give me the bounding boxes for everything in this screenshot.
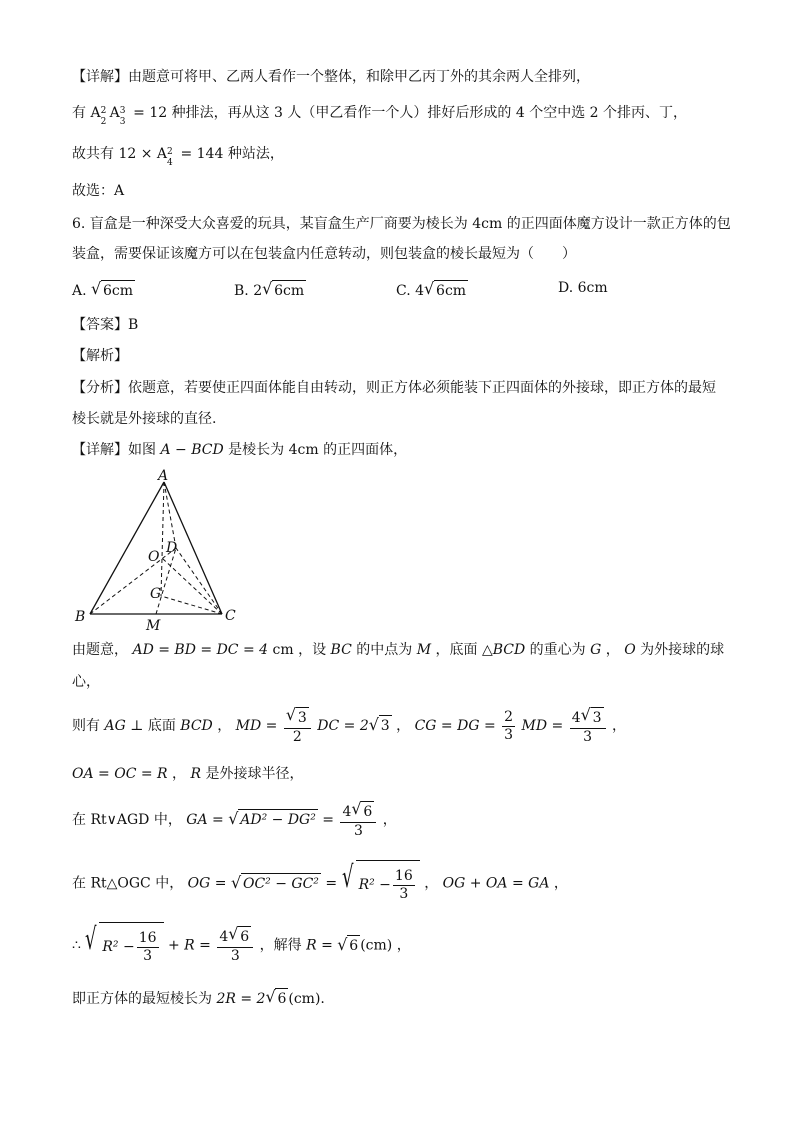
radicand: 3 [296, 707, 309, 728]
text-fragment: ⊥ 底面 [130, 718, 176, 734]
radicand: 6 [275, 988, 288, 1009]
radicand: 6cm [272, 280, 306, 301]
denominator: 3 [143, 947, 153, 964]
fraction: √ 3 2 [284, 707, 311, 746]
label-B: B [75, 609, 86, 625]
math-symbol: A [109, 105, 120, 121]
radicand: 6 [347, 935, 360, 956]
option-label: B. [234, 283, 249, 299]
math-expr: AD = BD = DC = 4 [132, 642, 269, 658]
numerator: 16 [394, 867, 413, 884]
math-expr: MD = [235, 718, 278, 734]
text-fragment: 则有 [72, 718, 100, 734]
denominator: 3 [230, 948, 240, 964]
fraction: 4 √ 3 3 [570, 707, 606, 746]
text-fragment: ，底面 [435, 642, 478, 658]
math-expr: GA = [186, 812, 224, 828]
text-fragment: ， [396, 718, 411, 734]
tetrahedron-figure [70, 468, 250, 633]
label-D: D [166, 540, 178, 556]
radicand: 6 [361, 801, 374, 822]
text-fragment: 即正方体的最短棱长为 [72, 991, 212, 1007]
radicand: 3 [379, 715, 392, 736]
option-a [72, 280, 135, 301]
coefficient: 2 [253, 283, 263, 299]
math-unit: cm [272, 642, 294, 658]
text-fragment: 在 [72, 875, 86, 892]
solution-line-8 [72, 988, 325, 1009]
math-subsup [119, 103, 129, 127]
detail-line-1: 【详解】由题意可将甲、乙两人看作一个整体，和除甲乙丙丁外的其余两人全排列， [72, 69, 590, 85]
text-fragment: = [325, 875, 338, 892]
solution-line-3 [72, 706, 626, 746]
fraction [502, 709, 515, 744]
text-fragment: 的重心为 [529, 642, 586, 658]
sqrt: √ OC² − GC² [230, 872, 319, 892]
radicand: OC² − GC² [241, 873, 321, 894]
text-fragment: 由题意， [72, 642, 128, 658]
edge-BD [90, 548, 176, 614]
denominator: 3 [353, 822, 363, 839]
label-A: A [158, 468, 169, 484]
solution-line-1 [72, 640, 724, 660]
numerator: 16 [138, 929, 157, 946]
sqrt: √ R² − $\frac{16}{3}$ [85, 922, 163, 969]
text-fragment: ， [553, 875, 568, 892]
label-O: O [148, 549, 160, 565]
question-6-line-2: 装盒，需要保证该魔方可以在包装盒内任意转动，则包装盒的棱长最短为（ ） [72, 246, 576, 262]
math-expr: 12 × A [118, 146, 168, 162]
math-expr: A − BCD [160, 442, 224, 458]
radicand: 6 [238, 926, 251, 947]
radicand: R² − [358, 877, 391, 893]
math-expr: AG [104, 718, 126, 734]
label-C: C [225, 608, 236, 624]
math-expr: OA = OC = R [72, 766, 168, 782]
math-expr: Rt∨AGD [90, 812, 150, 828]
math-expr: 2R = 2 [216, 991, 266, 1007]
math-expr: Rt△OGC [90, 875, 151, 892]
option-d: D. 6cm [558, 280, 608, 296]
denominator: 3 [399, 885, 409, 902]
math-expr: R [190, 766, 202, 782]
math-expr: M [416, 642, 432, 658]
segment-AG [161, 482, 164, 596]
solution-line-2: 心， [72, 674, 100, 690]
label-G: G [150, 586, 162, 602]
math-expr: BC [330, 642, 352, 658]
coefficient: 4 [342, 803, 352, 820]
radicand: 6cm [101, 280, 135, 301]
detail-line-2 [72, 103, 688, 127]
analysis-heading: 【解析】 [72, 348, 128, 364]
math-permutation [90, 105, 133, 127]
text-fragment: 中， [155, 875, 184, 892]
text-fragment: ，设 [298, 642, 327, 658]
text-fragment: 故共有 [72, 146, 114, 162]
text-fragment: ， [424, 875, 439, 892]
sqrt: √ 6 [337, 934, 359, 954]
label-M: M [146, 618, 161, 633]
fraction: 4 √ 6 3 [340, 801, 376, 840]
math-expr: + R = [168, 937, 211, 954]
math-expr: G [590, 642, 602, 658]
coefficient: 4 [219, 929, 229, 945]
text-fragment: 种站法， [227, 146, 284, 162]
segment-CG [161, 596, 222, 614]
math-expr: O [624, 642, 636, 658]
solution-line-4 [72, 764, 304, 784]
radicand: 3 [591, 707, 604, 728]
option-c [396, 280, 468, 301]
edge-CD [176, 548, 222, 614]
text-fragment: 有 [72, 105, 86, 121]
text-fragment: ， [382, 812, 397, 828]
option-label: A. [72, 283, 87, 299]
text-fragment: 在 [72, 812, 86, 828]
math-expr: DC = 2 [317, 718, 369, 734]
radicand: 6cm [434, 280, 468, 301]
fraction [393, 868, 415, 903]
text-fragment: 中， [153, 812, 182, 828]
text-fragment: ， [605, 642, 620, 658]
math-expr: R = [306, 937, 333, 954]
fraction [137, 930, 159, 965]
text-fragment: 种排法，再从这 3 人（甲乙看作一个人）排好后形成的 4 个空中选 2 个排丙、丁， [171, 105, 688, 121]
solution-line-5 [72, 800, 397, 840]
detail-2-line [72, 440, 407, 460]
math-sup: 2 [167, 147, 173, 157]
radicand: R² − [102, 939, 135, 955]
answer-line: 【答案】B [72, 317, 139, 333]
text-fragment: 【详解】如图 [72, 442, 156, 458]
sqrt: √ 3 [368, 715, 390, 734]
detail-line-3 [72, 144, 284, 168]
math-result: = 144 [180, 146, 224, 162]
solution-line-6 [72, 860, 568, 907]
math-subsup [100, 103, 110, 127]
math-result: = 12 [133, 105, 168, 121]
therefore-symbol: ∴ [72, 937, 81, 954]
math-expr: BCD [180, 718, 213, 734]
sqrt: √ 6cm [91, 279, 134, 299]
math-expr: MD = [521, 718, 564, 734]
math-sub: 4 [167, 158, 173, 168]
math-expr: CG = DG = [414, 718, 496, 734]
math-sup: 2 [100, 106, 107, 116]
text-fragment: 是棱长为 4cm 的正四面体， [228, 442, 408, 458]
denominator: 3 [583, 728, 593, 745]
text-fragment: 为外接球的球 [640, 642, 725, 658]
analysis-line-2: 棱长就是外接球的直径. [72, 411, 217, 427]
option-b [234, 280, 306, 301]
math-sub: 2 [100, 117, 107, 127]
text-fragment: ， [217, 718, 232, 734]
math-symbol: A [90, 105, 101, 121]
text-fragment: = [322, 812, 335, 828]
numerator: 2 [504, 708, 514, 725]
math-unit: (cm). [288, 991, 325, 1007]
text-fragment: ，解得 [259, 937, 302, 954]
text-fragment: 是外接球半径， [205, 766, 304, 782]
math-expr: OG = [187, 875, 227, 892]
radicand: AD² − DG² [238, 809, 318, 830]
text-fragment: ， [396, 937, 411, 954]
edge-AD [164, 482, 176, 548]
math-unit: (cm) [360, 937, 393, 954]
coefficient: 4 [571, 709, 581, 726]
choice-line: 故选：A [72, 183, 125, 199]
option-label: C. [396, 283, 411, 299]
text-fragment: ， [612, 718, 627, 734]
sqrt: √ 6cm [424, 279, 467, 299]
coefficient: 4 [415, 283, 425, 299]
sqrt: √ R² − $\frac{16}{3}$ [342, 860, 420, 907]
question-6-line-1: 6. 盲盒是一种深受大众喜爱的玩具，某盲盒生产厂商要为棱长为 4cm 的正四面体魔方设计一款正方体的包 [72, 216, 731, 232]
math-sub: 3 [119, 117, 126, 127]
sqrt: √ 6 [265, 987, 287, 1007]
sqrt: √ AD² − DG² [228, 809, 316, 828]
analysis-line-1: 【分析】依题意，若要使正四面体能自由转动，则正方体必须能装下正四面体的外接球，即正方体的最短 [72, 380, 716, 396]
denominator: 3 [504, 726, 514, 743]
fraction: 4 √ 6 3 [217, 926, 253, 965]
math-expr: OG + OA = GA [442, 875, 550, 892]
math-expr: △BCD [481, 642, 526, 658]
solution-line-7 [72, 922, 411, 969]
text-fragment: ， [172, 766, 187, 782]
math-subsup [167, 144, 176, 168]
math-sup: 3 [119, 106, 126, 116]
text-fragment: 的中点为 [356, 642, 413, 658]
sqrt: √ 6cm [262, 279, 305, 299]
denominator: 2 [292, 728, 302, 745]
